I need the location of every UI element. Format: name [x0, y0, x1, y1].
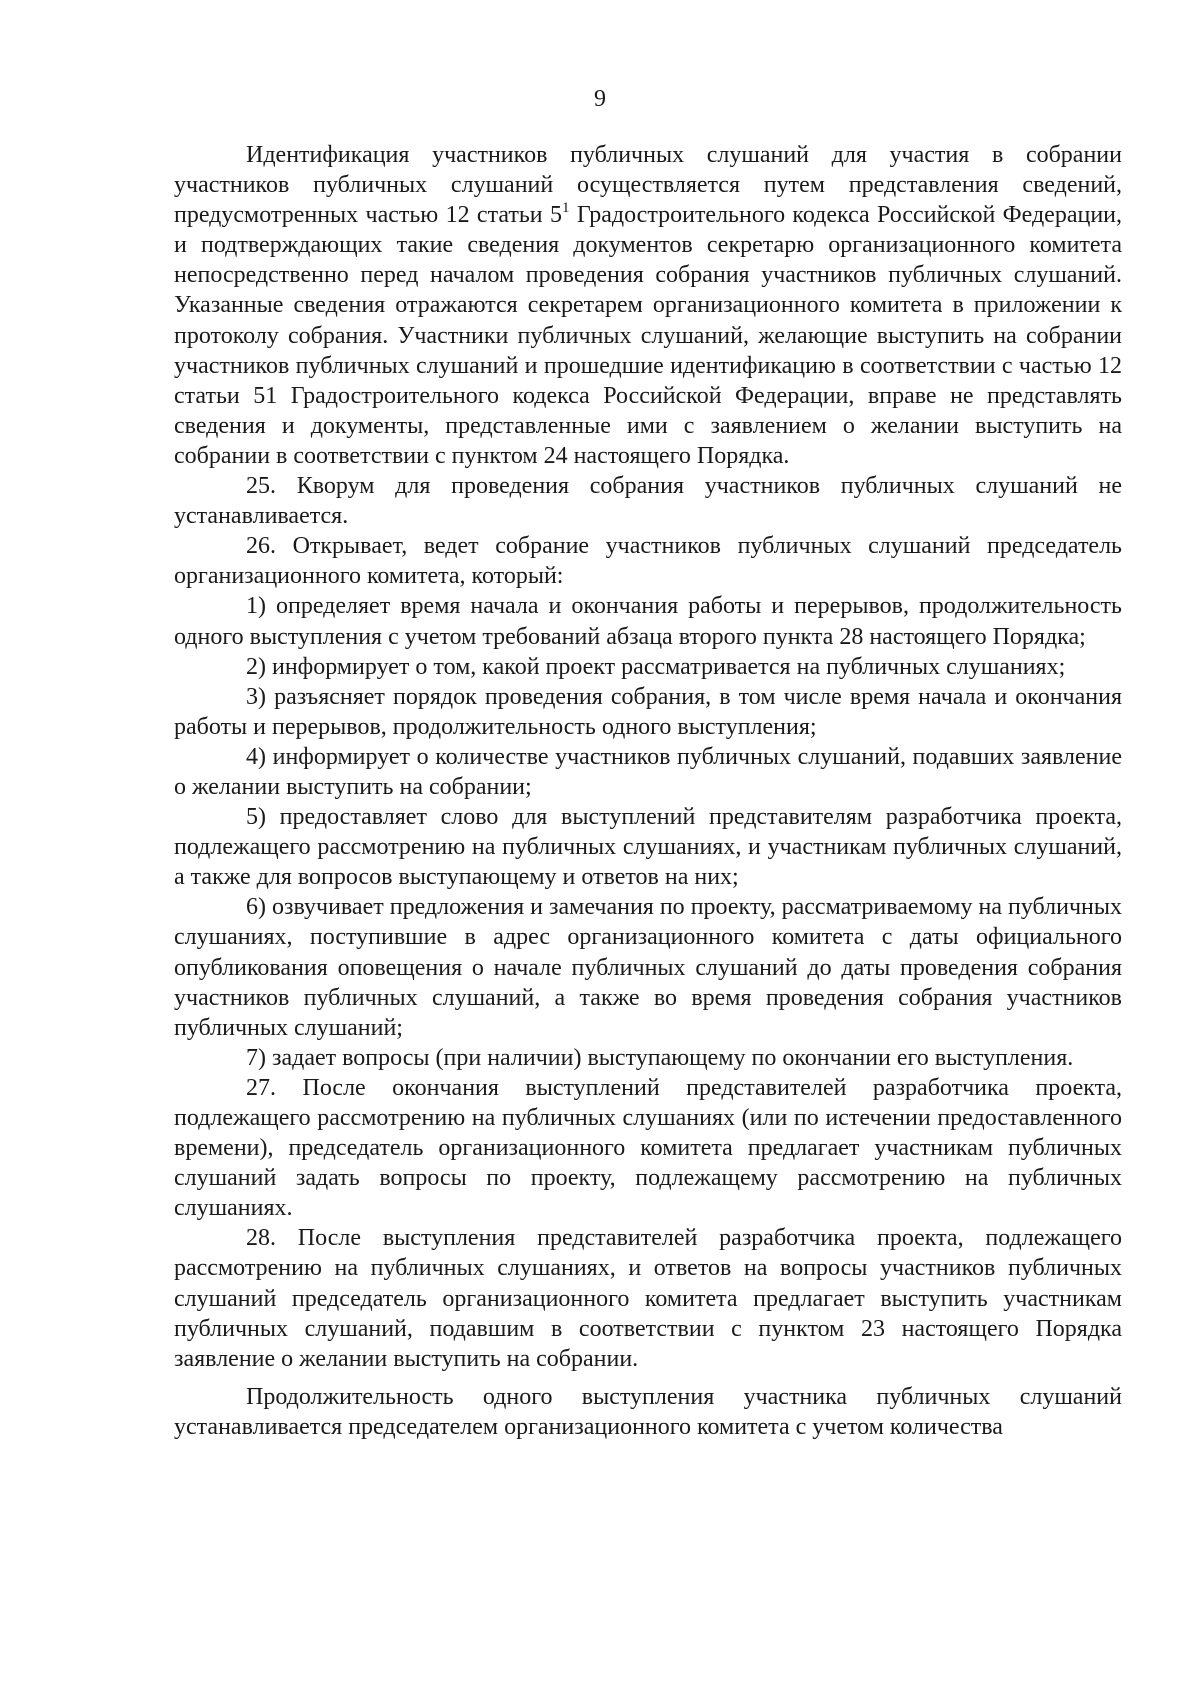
list-item-26-5: 5) предоставляет слово для выступлений представителям разработчика проекта, подлежащего рассмотрению на публичных слушаниях, и участникам публичных слушаний, а также для вопросов выступающему и ответов на них; — [174, 804, 1122, 891]
list-item-26-4: 4) информирует о количестве участников публичных слушаний, подавших заявление о желании выступить на собрании; — [174, 743, 1122, 800]
paragraph-28-speeches: 28. После выступления представителей разработчика проекта, подлежащего рассмотрению на публичных слушаниях, и ответов на вопросы участников публичных слушаний председатель организационного комитета предлагает выступить участникам публичных слушаний, подавшим в соответствии с пунктом 23 настоящего Порядка заявление о желании выступить на собрании. — [174, 1225, 1122, 1372]
list-item-26-1: 1) определяет время начала и окончания работы и перерывов, продолжительность одного выступления с учетом требований абзаца второго пункта 28 настоящего Порядка; — [174, 593, 1122, 650]
paragraph-identification-text-a: Идентификация участников публичных слушаний для участия в собрании участников публичных слушаний осуществляется путем представления сведений, предусмотренных частью 12 статьи 5 — [174, 142, 1122, 229]
paragraph-25-quorum: 25. Кворум для проведения собрания участников публичных слушаний не устанавливается. — [174, 473, 1122, 530]
list-item-26-6: 6) озвучивает предложения и замечания по проекту, рассматриваемому на публичных слушаниях, поступившие в адрес организационного комитета с даты официального опубликования оповещения о начале публичных слушаний до даты проведения собрания участников публичных слушаний, а также во время проведения собрания участников публичных слушаний; — [174, 894, 1122, 1041]
superscript-article-index: 1 — [562, 200, 570, 217]
list-item-26-2: 2) информирует о том, какой проект рассматривается на публичных слушаниях; — [246, 653, 1066, 680]
paragraph-28-duration: Продолжительность одного выступления участника публичных слушаний устанавливается председателем организационного комитета с учетом количества — [174, 1383, 1122, 1440]
document-body — [174, 140, 1122, 1442]
paragraph-26-chairman: 26. Открывает, ведет собрание участников публичных слушаний председатель организационного комитета, который: — [174, 533, 1122, 590]
list-item-26-3: 3) разъясняет порядок проведения собрания, в том числе время начала и окончания работы и перерывов, продолжительность одного выступления; — [174, 683, 1122, 740]
paragraph-27-questions: 27. После окончания выступлений представителей разработчика проекта, подлежащего рассмотрению на публичных слушаниях (или по истечении предоставленного времени), председатель организационного комитета предлагает участникам публичных слушаний задать вопросы по проекту, подлежащему рассмотрению на публичных слушаниях. — [174, 1074, 1122, 1222]
paragraph-identification — [174, 140, 1122, 471]
page-number: 9 — [594, 86, 606, 112]
list-item-26-7: 7) задает вопросы (при наличии) выступающему по окончании его выступления. — [246, 1044, 1074, 1071]
paragraph-identification-text-b: Градостроительного кодекса Российской Федерации, и подтверждающих такие сведения документов секретарю организационного комитета непосредственно перед началом проведения собрания участников публичных слушаний. Указанные сведения отражаются секретарем организационного комитета в приложении к протоколу собрания. Участники публичных слушаний, желающие выступить на собрании участников публичных слушаний и прошедшие идентификацию в соответствии с частью 12 статьи 51 Градостроительного кодекса Российской Федерации, вправе не представлять сведения и документы, представленные ими с заявлением о желании выступить на собрании в соответствии с пунктом 24 настоящего Порядка. — [174, 202, 1122, 469]
